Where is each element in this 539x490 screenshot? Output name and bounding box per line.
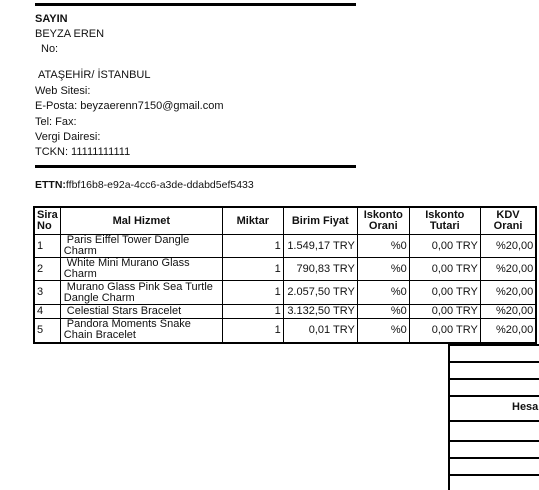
row-number: 1 — [34, 235, 60, 258]
quantity: 1 — [222, 305, 283, 319]
unit-price: 790,83 TRY — [283, 258, 357, 281]
tckn: TCKN: 11111111111 — [35, 146, 131, 158]
unit-price: 2.057,50 TRY — [283, 281, 357, 305]
row-number: 4 — [34, 305, 60, 319]
column-header-line: No — [37, 220, 52, 232]
vat-rate: %20,00 — [480, 258, 536, 281]
column-header — [34, 207, 60, 235]
email: E-Posta: beyzaerenn7150@gmail.com — [35, 100, 224, 112]
quantity: 1 — [222, 281, 283, 305]
column-header — [409, 207, 480, 235]
column-header-line: Orani — [493, 220, 523, 232]
table-row — [34, 258, 536, 281]
no-label: No: — [41, 43, 59, 55]
totals-rule-8 — [448, 474, 539, 476]
unit-price: 1.549,17 TRY — [283, 235, 357, 258]
totals-rule-5 — [448, 420, 539, 422]
discount-amount: 0,00 TRY — [409, 319, 480, 343]
customer-address: ATAŞEHİR/ İSTANBUL — [38, 69, 151, 81]
column-header-line: Iskonto — [363, 209, 403, 221]
column-header-line: KDV — [496, 209, 520, 221]
totals-box — [448, 344, 539, 490]
discount-rate: %0 — [357, 319, 409, 343]
totals-rule-1 — [448, 344, 539, 346]
discount-amount: 0,00 TRY — [409, 281, 480, 305]
row-number: 2 — [34, 258, 60, 281]
table-row — [34, 235, 536, 258]
column-header — [283, 207, 357, 235]
column-header — [357, 207, 409, 235]
column-header-line: Birim Fiyat — [291, 214, 349, 227]
item-name: Murano Glass Pink Sea Turtle Dangle Charm — [60, 281, 222, 305]
totals-rule-2 — [448, 361, 539, 363]
table-row — [34, 305, 536, 319]
discount-amount: 0,00 TRY — [409, 305, 480, 319]
customer-name: BEYZA EREN — [35, 28, 105, 40]
customer-bottom-rule — [35, 165, 356, 168]
discount-rate: %0 — [357, 305, 409, 319]
items-body — [34, 235, 536, 343]
quantity: 1 — [222, 319, 283, 343]
column-header-line: Mal Hizmet — [112, 214, 171, 227]
totals-rule-6 — [448, 440, 539, 442]
vat-rate: %20,00 — [480, 305, 536, 319]
table-header-row — [34, 207, 536, 235]
web-site: Web Sitesi: — [35, 85, 91, 97]
column-header — [480, 207, 536, 235]
table-row — [34, 281, 536, 305]
row-number: 5 — [34, 319, 60, 343]
tel-fax: Tel: Fax: — [35, 116, 77, 128]
discount-amount: 0,00 TRY — [409, 258, 480, 281]
row-number: 3 — [34, 281, 60, 305]
column-header — [222, 207, 283, 235]
unit-price: 3.132,50 TRY — [283, 305, 357, 319]
column-header-line: Sira — [37, 209, 58, 221]
sayin-label: SAYIN — [35, 13, 68, 25]
vat-rate: %20,00 — [480, 319, 536, 343]
unit-price: 0,01 TRY — [283, 319, 357, 343]
totals-rule-3 — [448, 378, 539, 380]
quantity: 1 — [222, 258, 283, 281]
item-name: Paris Eiffel Tower Dangle Charm — [60, 235, 222, 258]
column-header-line: Orani — [368, 220, 398, 232]
column-header — [60, 207, 222, 235]
table-row — [34, 319, 536, 343]
vat-rate: %20,00 — [480, 281, 536, 305]
discount-rate: %0 — [357, 258, 409, 281]
tax-office: Vergi Dairesi: — [35, 131, 101, 143]
item-name: Pandora Moments Snake Chain Bracelet — [60, 319, 222, 343]
column-header-line: Iskonto — [425, 209, 465, 221]
totals-rule-4 — [448, 395, 539, 397]
discount-amount: 0,00 TRY — [409, 235, 480, 258]
top-rule — [35, 3, 356, 6]
totals-rule-7 — [448, 457, 539, 459]
column-header-line: Miktar — [236, 214, 269, 227]
items-table — [33, 206, 537, 344]
totals-partial-label: Hesa — [512, 401, 539, 413]
column-header-line: Tutari — [429, 220, 460, 232]
ettn-line — [35, 179, 254, 192]
discount-rate: %0 — [357, 235, 409, 258]
item-name: Celestial Stars Bracelet — [60, 305, 222, 319]
quantity: 1 — [222, 235, 283, 258]
discount-rate: %0 — [357, 281, 409, 305]
ettn-value: ffbf16b8-e92a-4cc6-a3de-ddabd5ef5433 — [65, 179, 254, 191]
item-name: White Mini Murano Glass Charm — [60, 258, 222, 281]
vat-rate: %20,00 — [480, 235, 536, 258]
ettn-label: ETTN: — [35, 179, 66, 191]
